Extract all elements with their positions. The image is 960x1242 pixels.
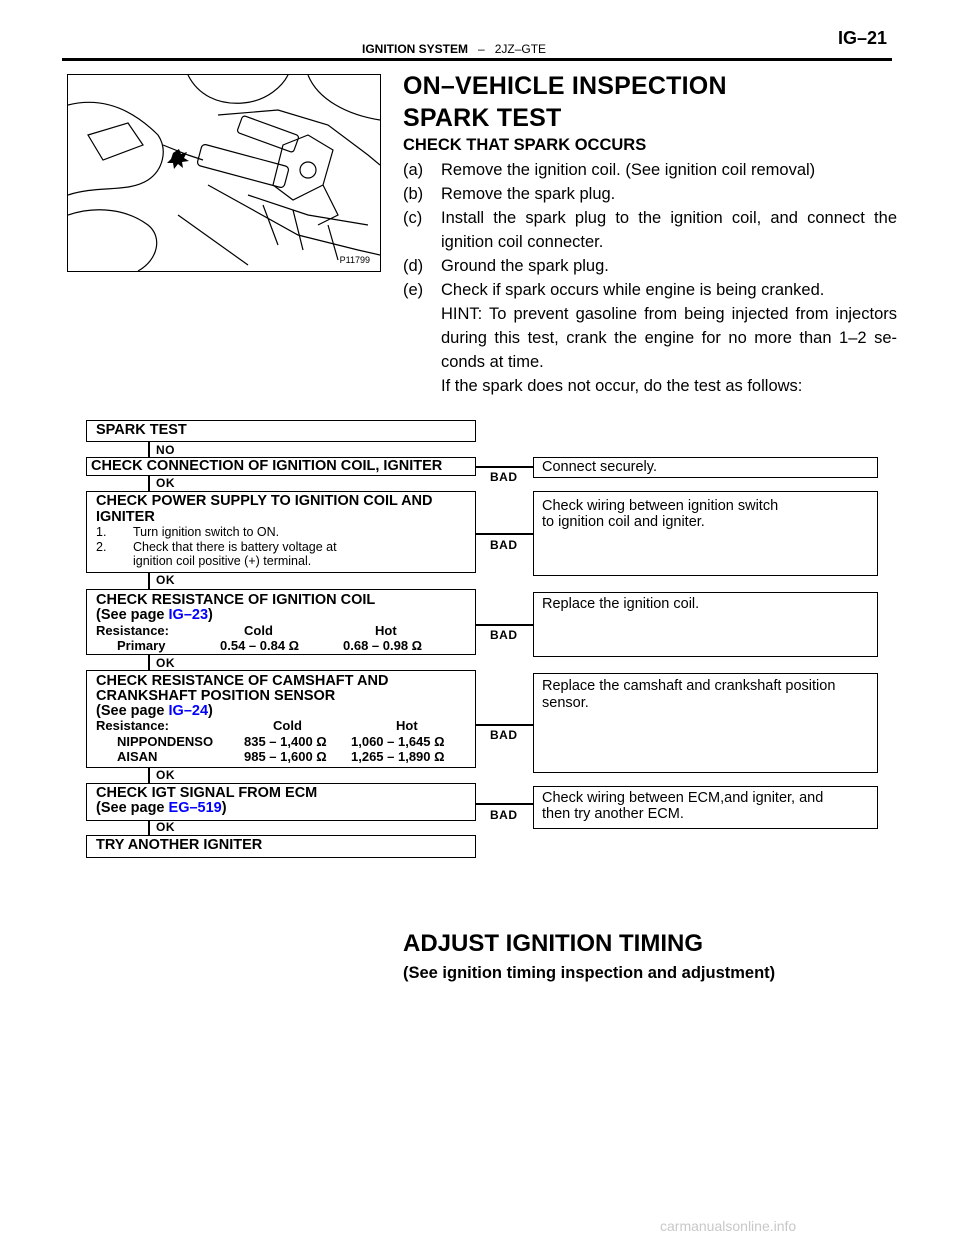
check-power-supply-box	[86, 491, 476, 573]
result-replace-sensor-line2: sensor.	[542, 695, 589, 711]
running-header	[362, 42, 546, 56]
coil-res-label: Resistance:	[96, 623, 169, 638]
check-coil-see: (See page IG–23)	[96, 607, 213, 623]
power-sub2-line1: Check that there is battery voltage at	[133, 540, 337, 554]
flow-arrow	[148, 655, 150, 671]
check-coil-line1: CHECK RESISTANCE OF IGNITION COIL	[96, 592, 376, 608]
check-power-line1: CHECK POWER SUPPLY TO IGNITION COIL AND	[96, 493, 433, 509]
sensor-row2-label: AISAN	[117, 749, 158, 764]
power-sub2-line2: ignition coil positive (+) terminal.	[133, 554, 312, 568]
ok-label: OK	[156, 656, 175, 670]
flow-end-box	[86, 835, 476, 858]
hint-text: HINT: To prevent gasoline from being injected from injectors during this test, crank the engine for no more than 1–2 se-conds at time.	[441, 305, 897, 371]
check-igt-line1: CHECK IGT SIGNAL FROM ECM	[96, 785, 318, 801]
flow-arrow	[148, 573, 150, 590]
check-ignition-coil-box	[86, 589, 476, 655]
spark-test-illustration	[67, 74, 381, 272]
check-power-line2: IGNITER	[96, 509, 155, 525]
illustration-code: P11799	[339, 255, 370, 265]
result-wiring-ecm-line1: Check wiring between ECM,and igniter, and	[542, 790, 824, 806]
check-connection-text: CHECK CONNECTION OF IGNITION COIL, IGNITER	[91, 458, 443, 474]
bad-label: BAD	[490, 808, 518, 822]
step-label: (c)	[403, 209, 423, 227]
step-text: Remove the ignition coil. (See ignition coil removal)	[441, 161, 816, 179]
section-name: IGNITION SYSTEM	[362, 42, 469, 56]
hint	[403, 302, 897, 374]
bad-connector	[476, 466, 533, 468]
result-wiring-switch-box	[533, 491, 878, 576]
page-link-eg519[interactable]: EG–519	[168, 800, 222, 816]
result-replace-sensor-line1: Replace the camshaft and crankshaft position	[542, 678, 836, 694]
flow-arrow	[148, 442, 150, 458]
bad-connector	[476, 724, 533, 726]
header-separator: –	[478, 42, 485, 56]
coil-hot-value: 0.68 – 0.98 Ω	[343, 638, 423, 653]
coil-hot-header: Hot	[375, 623, 397, 638]
step-label: (a)	[403, 161, 424, 179]
step-label: (e)	[403, 281, 424, 299]
bad-label: BAD	[490, 470, 518, 484]
ok-label: OK	[156, 820, 175, 834]
bad-connector	[476, 624, 533, 626]
result-replace-coil-box	[533, 592, 878, 657]
step-b	[403, 182, 897, 206]
sensor-res-label: Resistance:	[96, 718, 169, 733]
step-a	[403, 158, 897, 182]
adjust-timing-title: ADJUST IGNITION TIMING	[403, 930, 703, 957]
page-code: IG–21	[838, 28, 888, 48]
engine-model: 2JZ–GTE	[494, 42, 547, 56]
engine-drawing-icon	[68, 75, 380, 271]
coil-primary-label: Primary	[117, 638, 166, 653]
bad-label: BAD	[490, 538, 518, 552]
sensor-hot-header: Hot	[396, 718, 418, 733]
flow-start-text: SPARK TEST	[96, 422, 187, 438]
page-link-ig24[interactable]: IG–24	[168, 703, 209, 719]
ok-label: OK	[156, 573, 175, 587]
check-connection-box	[86, 457, 476, 476]
sensor-row1-label: NIPPONDENSO	[117, 734, 214, 749]
result-wiring-ecm-line2: then try another ECM.	[542, 806, 684, 822]
coil-cold-value: 0.54 – 0.84 Ω	[220, 638, 300, 653]
result-wiring-switch-line2: to ignition coil and igniter.	[542, 514, 705, 530]
bad-label: BAD	[490, 728, 518, 742]
adjust-timing-reference: (See ignition timing inspection and adjustment)	[403, 964, 776, 982]
flow-arrow	[148, 476, 150, 492]
procedure-heading: CHECK THAT SPARK OCCURS	[403, 136, 647, 154]
watermark: carmanualsonline.info	[660, 1218, 797, 1234]
section-title: ON–VEHICLE INSPECTION	[403, 72, 727, 100]
power-sub2-num: 2.	[96, 540, 107, 554]
step-label: (d)	[403, 257, 424, 275]
result-connect-box	[533, 457, 878, 478]
step-text: Ground the spark plug.	[441, 257, 609, 275]
flow-end-text: TRY ANOTHER IGNITER	[96, 837, 263, 853]
step-c	[403, 206, 897, 254]
sensor-cold-header: Cold	[273, 718, 302, 733]
no-label: NO	[156, 443, 175, 457]
step-label: (b)	[403, 185, 424, 203]
check-sensor-line2: CRANKSHAFT POSITION SENSOR	[96, 688, 336, 704]
sensor-row2-hot: 1,265 – 1,890 Ω	[351, 749, 445, 764]
step-text: Remove the spark plug.	[441, 185, 616, 203]
result-wiring-ecm-box	[533, 786, 878, 829]
check-igt-see: (See page EG–519)	[96, 800, 227, 816]
follow-note	[403, 374, 897, 398]
follow-note-text: If the spark does not occur, do the test as follows:	[441, 377, 803, 395]
result-wiring-switch-line1: Check wiring between ignition switch	[542, 498, 779, 514]
ok-label: OK	[156, 476, 175, 490]
power-sub1-text: Turn ignition switch to ON.	[133, 525, 280, 539]
step-e	[403, 278, 897, 302]
coil-cold-header: Cold	[244, 623, 273, 638]
sensor-row1-cold: 835 – 1,400 Ω	[244, 734, 327, 749]
check-igt-signal-box	[86, 783, 476, 821]
sensor-row2-cold: 985 – 1,600 Ω	[244, 749, 327, 764]
bad-label: BAD	[490, 628, 518, 642]
flow-start-box	[86, 420, 476, 442]
subsection-title: SPARK TEST	[403, 104, 562, 132]
check-sensor-see: (See page IG–24)	[96, 703, 213, 719]
page-link-ig23[interactable]: IG–23	[168, 607, 209, 623]
check-position-sensor-box	[86, 670, 476, 768]
step-text: Install the spark plug to the ignition coil, and connect the ignition coil connecter.	[441, 209, 897, 251]
ok-label: OK	[156, 768, 175, 782]
power-sub1-num: 1.	[96, 525, 107, 539]
flow-arrow	[148, 768, 150, 784]
bad-connector	[476, 803, 533, 805]
step-text: Check if spark occurs while engine is being cranked.	[441, 281, 825, 299]
result-replace-coil-text: Replace the ignition coil.	[542, 596, 700, 612]
result-replace-sensor-box	[533, 673, 878, 773]
bad-connector	[476, 533, 533, 535]
result-connect-text: Connect securely.	[542, 459, 657, 475]
header-rule	[62, 58, 892, 61]
check-sensor-line1: CHECK RESISTANCE OF CAMSHAFT AND	[96, 673, 389, 689]
step-d	[403, 254, 897, 278]
flow-arrow	[148, 821, 150, 836]
sensor-row1-hot: 1,060 – 1,645 Ω	[351, 734, 445, 749]
